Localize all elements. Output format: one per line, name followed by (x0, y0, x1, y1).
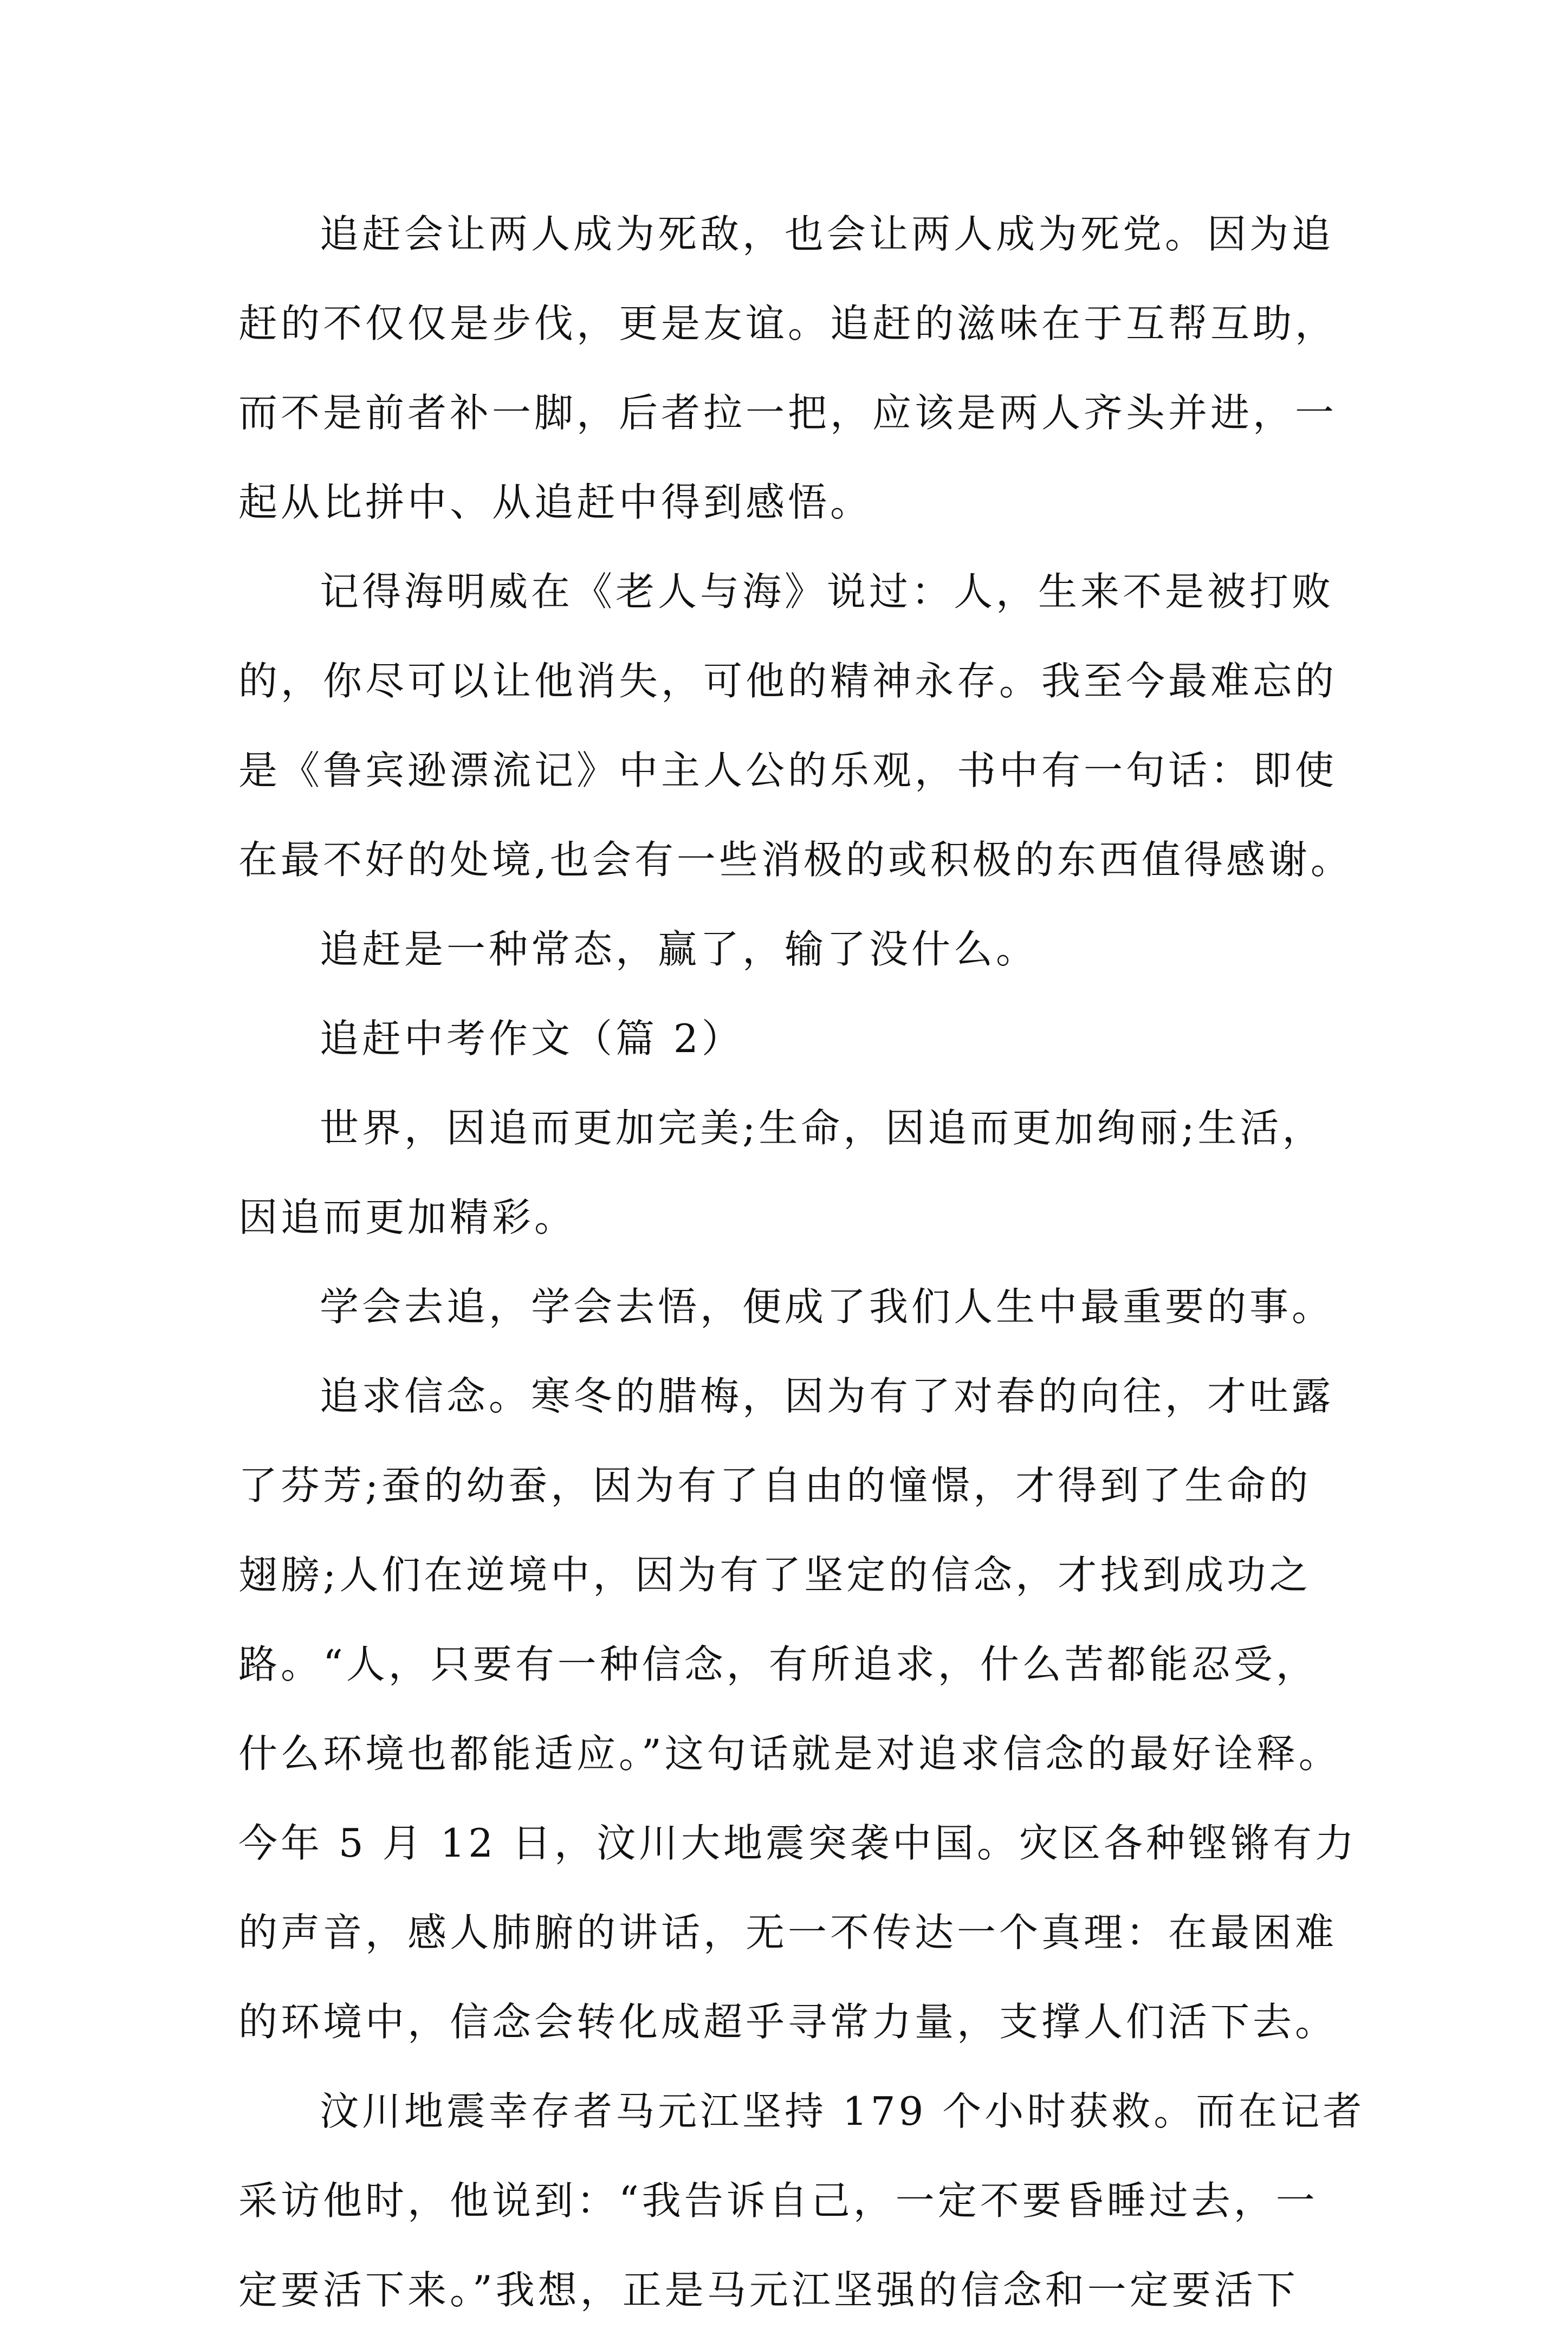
paragraph-line: 记得海明威在《老人与海》说过：人，生来不是被打败 (320, 569, 1334, 614)
paragraph-line: 因追而更加精彩。 (238, 1195, 577, 1240)
paragraph-line: 路。“人，只要有一种信念，有所追求，什么苦都能忍受， (238, 1642, 1318, 1687)
paragraph-line: 追求信念。寒冬的腊梅，因为有了对春的向往，才吐露 (320, 1373, 1334, 1419)
paragraph-line: 起从比拼中、从追赶中得到感悟。 (238, 479, 873, 525)
paragraph-line: 的，你尽可以让他消失，可他的精神永存。我至今最难忘的 (238, 658, 1338, 704)
paragraph-line: 今年 5 月 12 日，汶川大地震突袭中国。灾区各种铿锵有力 (238, 1820, 1357, 1866)
paragraph-line: 追赶是一种常态，赢了，输了没什么。 (320, 926, 1039, 972)
body-text (238, 190, 1365, 2335)
paragraph-line: 学会去追，学会去悟，便成了我们人生中最重要的事。 (320, 1284, 1334, 1329)
paragraph-line: 的环境中，信念会转化成超乎寻常力量，支撑人们活下去。 (238, 1999, 1338, 2045)
paragraph-line: 而不是前者补一脚，后者拉一把，应该是两人齐头并进，一 (238, 390, 1338, 436)
paragraph-line: 追赶会让两人成为死敌，也会让两人成为死党。因为追 (320, 211, 1334, 257)
paragraph-line: 翅膀;人们在逆境中，因为有了坚定的信念，才找到成功之 (238, 1552, 1312, 1598)
paragraph-line: 定要活下来。”我想，正是马元江坚强的信念和一定要活下 (238, 2267, 1299, 2313)
paragraph-line: 汶川地震幸存者马元江坚持 179 个小时获救。而在记者 (320, 2088, 1365, 2134)
paragraph-line: 世界，因追而更加完美;生命，因追而更加绚丽;生活， (320, 1105, 1325, 1151)
section-heading: 追赶中考作文（篇 2） (320, 1016, 744, 1061)
paragraph-line: 了芬芳;蚕的幼蚕，因为有了自由的憧憬，才得到了生命的 (238, 1463, 1312, 1508)
paragraph-line: 赶的不仅仅是步伐，更是友谊。追赶的滋味在于互帮互助， (238, 301, 1338, 346)
paragraph-line: 的声音，感人肺腑的讲话，无一不传达一个真理：在最困难 (238, 1910, 1338, 1955)
paragraph-line: 采访他时，他说到：“我告诉自己，一定不要昏睡过去，一 (238, 2178, 1318, 2223)
paragraph-line: 在最不好的处境,也会有一些消极的或积极的东西值得感谢。 (238, 837, 1353, 883)
paragraph-line: 什么环境也都能适应。”这句话就是对追求信念的最好诠释。 (238, 1731, 1341, 1776)
paragraph-line: 是《鲁宾逊漂流记》中主人公的乐观，书中有一句话：即使 (238, 748, 1338, 793)
